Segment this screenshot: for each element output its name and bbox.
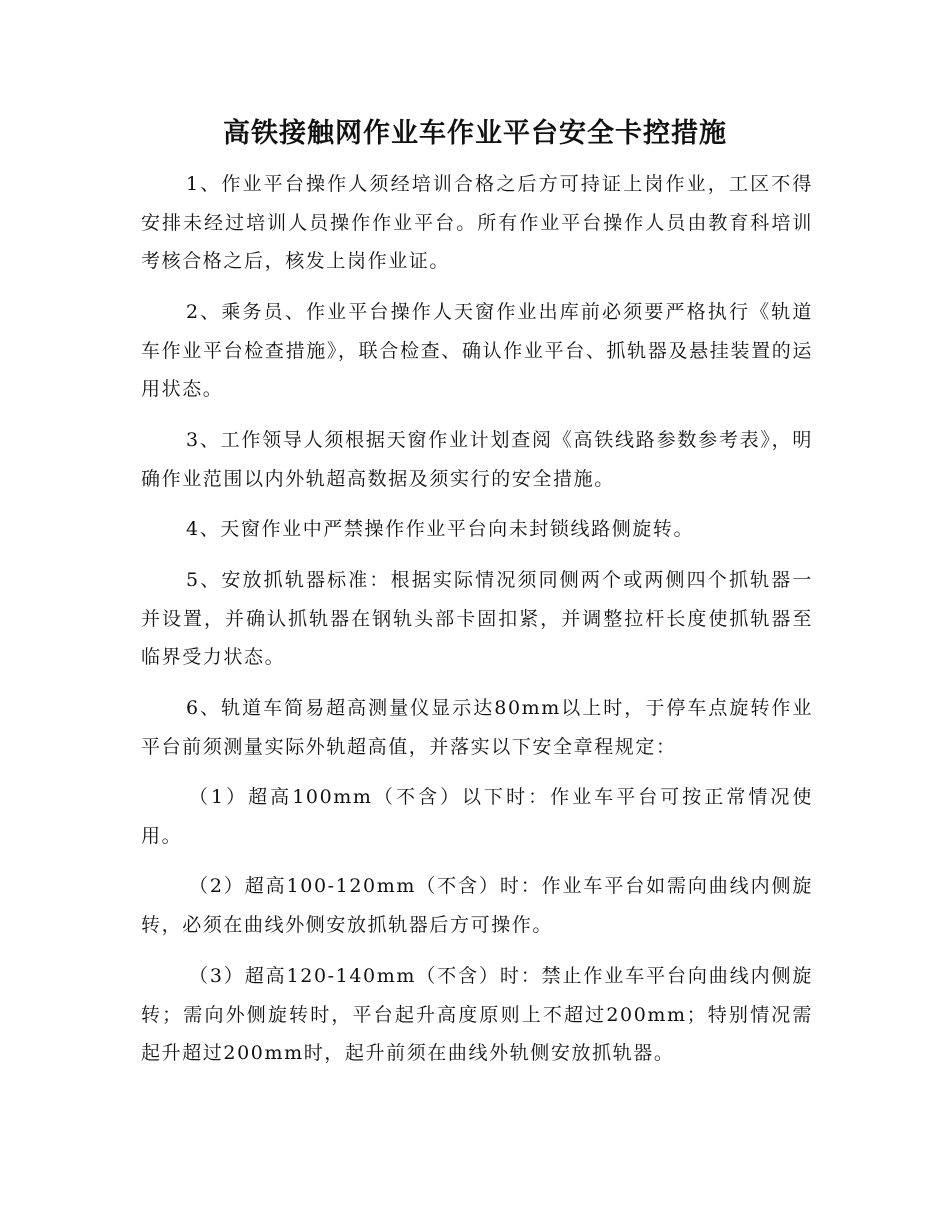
paragraph-6-item-3: （3）超高120-140mm（不含）时：禁止作业车平台向曲线内侧旋转；需向外侧旋转时，平台起升高度原则上不超过200mm；特别情况需起升超过200mm时，起升前须在曲线外轨侧安放抓轨器。 [141, 965, 813, 1064]
paragraph-6-item-2: （2）超高100-120mm（不含）时：作业车平台如需向曲线内侧旋转，必须在曲线外侧安放抓轨器后方可操作。 [141, 875, 813, 936]
document-title: 高铁接触网作业车作业平台安全卡控措施 [223, 118, 727, 149]
paragraph-5: 5、安放抓轨器标准：根据实际情况须同侧两个或两侧四个抓轨器一并设置，并确认抓轨器在钢轨头部卡固扣紧，并调整拉杆长度使抓轨器至临界受力状态。 [141, 569, 813, 668]
paragraph-2: 2、乘务员、作业平台操作人天窗作业出库前必须要严格执行《轨道车作业平台检查措施》，联合检查、确认作业平台、抓轨器及悬挂装置的运用状态。 [141, 301, 813, 400]
paragraph-6-item-1: （1）超高100mm（不含）以下时：作业车平台可按正常情况使用。 [141, 786, 813, 847]
paragraph-6: 6、轨道车简易超高测量仪显示达80mm以上时，于停车点旋转作业平台前须测量实际外轨超高值，并落实以下安全章程规定： [141, 697, 813, 758]
paragraph-1: 1、作业平台操作人须经培训合格之后方可持证上岗作业，工区不得安排未经过培训人员操作作业平台。所有作业平台操作人员由教育科培训考核合格之后，核发上岗作业证。 [141, 173, 813, 272]
paragraph-3: 3、工作领导人须根据天窗作业计划查阅《高铁线路参数参考表》，明确作业范围以内外轨超高数据及须实行的安全措施。 [141, 429, 813, 490]
paragraph-4: 4、天窗作业中严禁操作作业平台向未封锁线路侧旋转。 [186, 518, 695, 540]
